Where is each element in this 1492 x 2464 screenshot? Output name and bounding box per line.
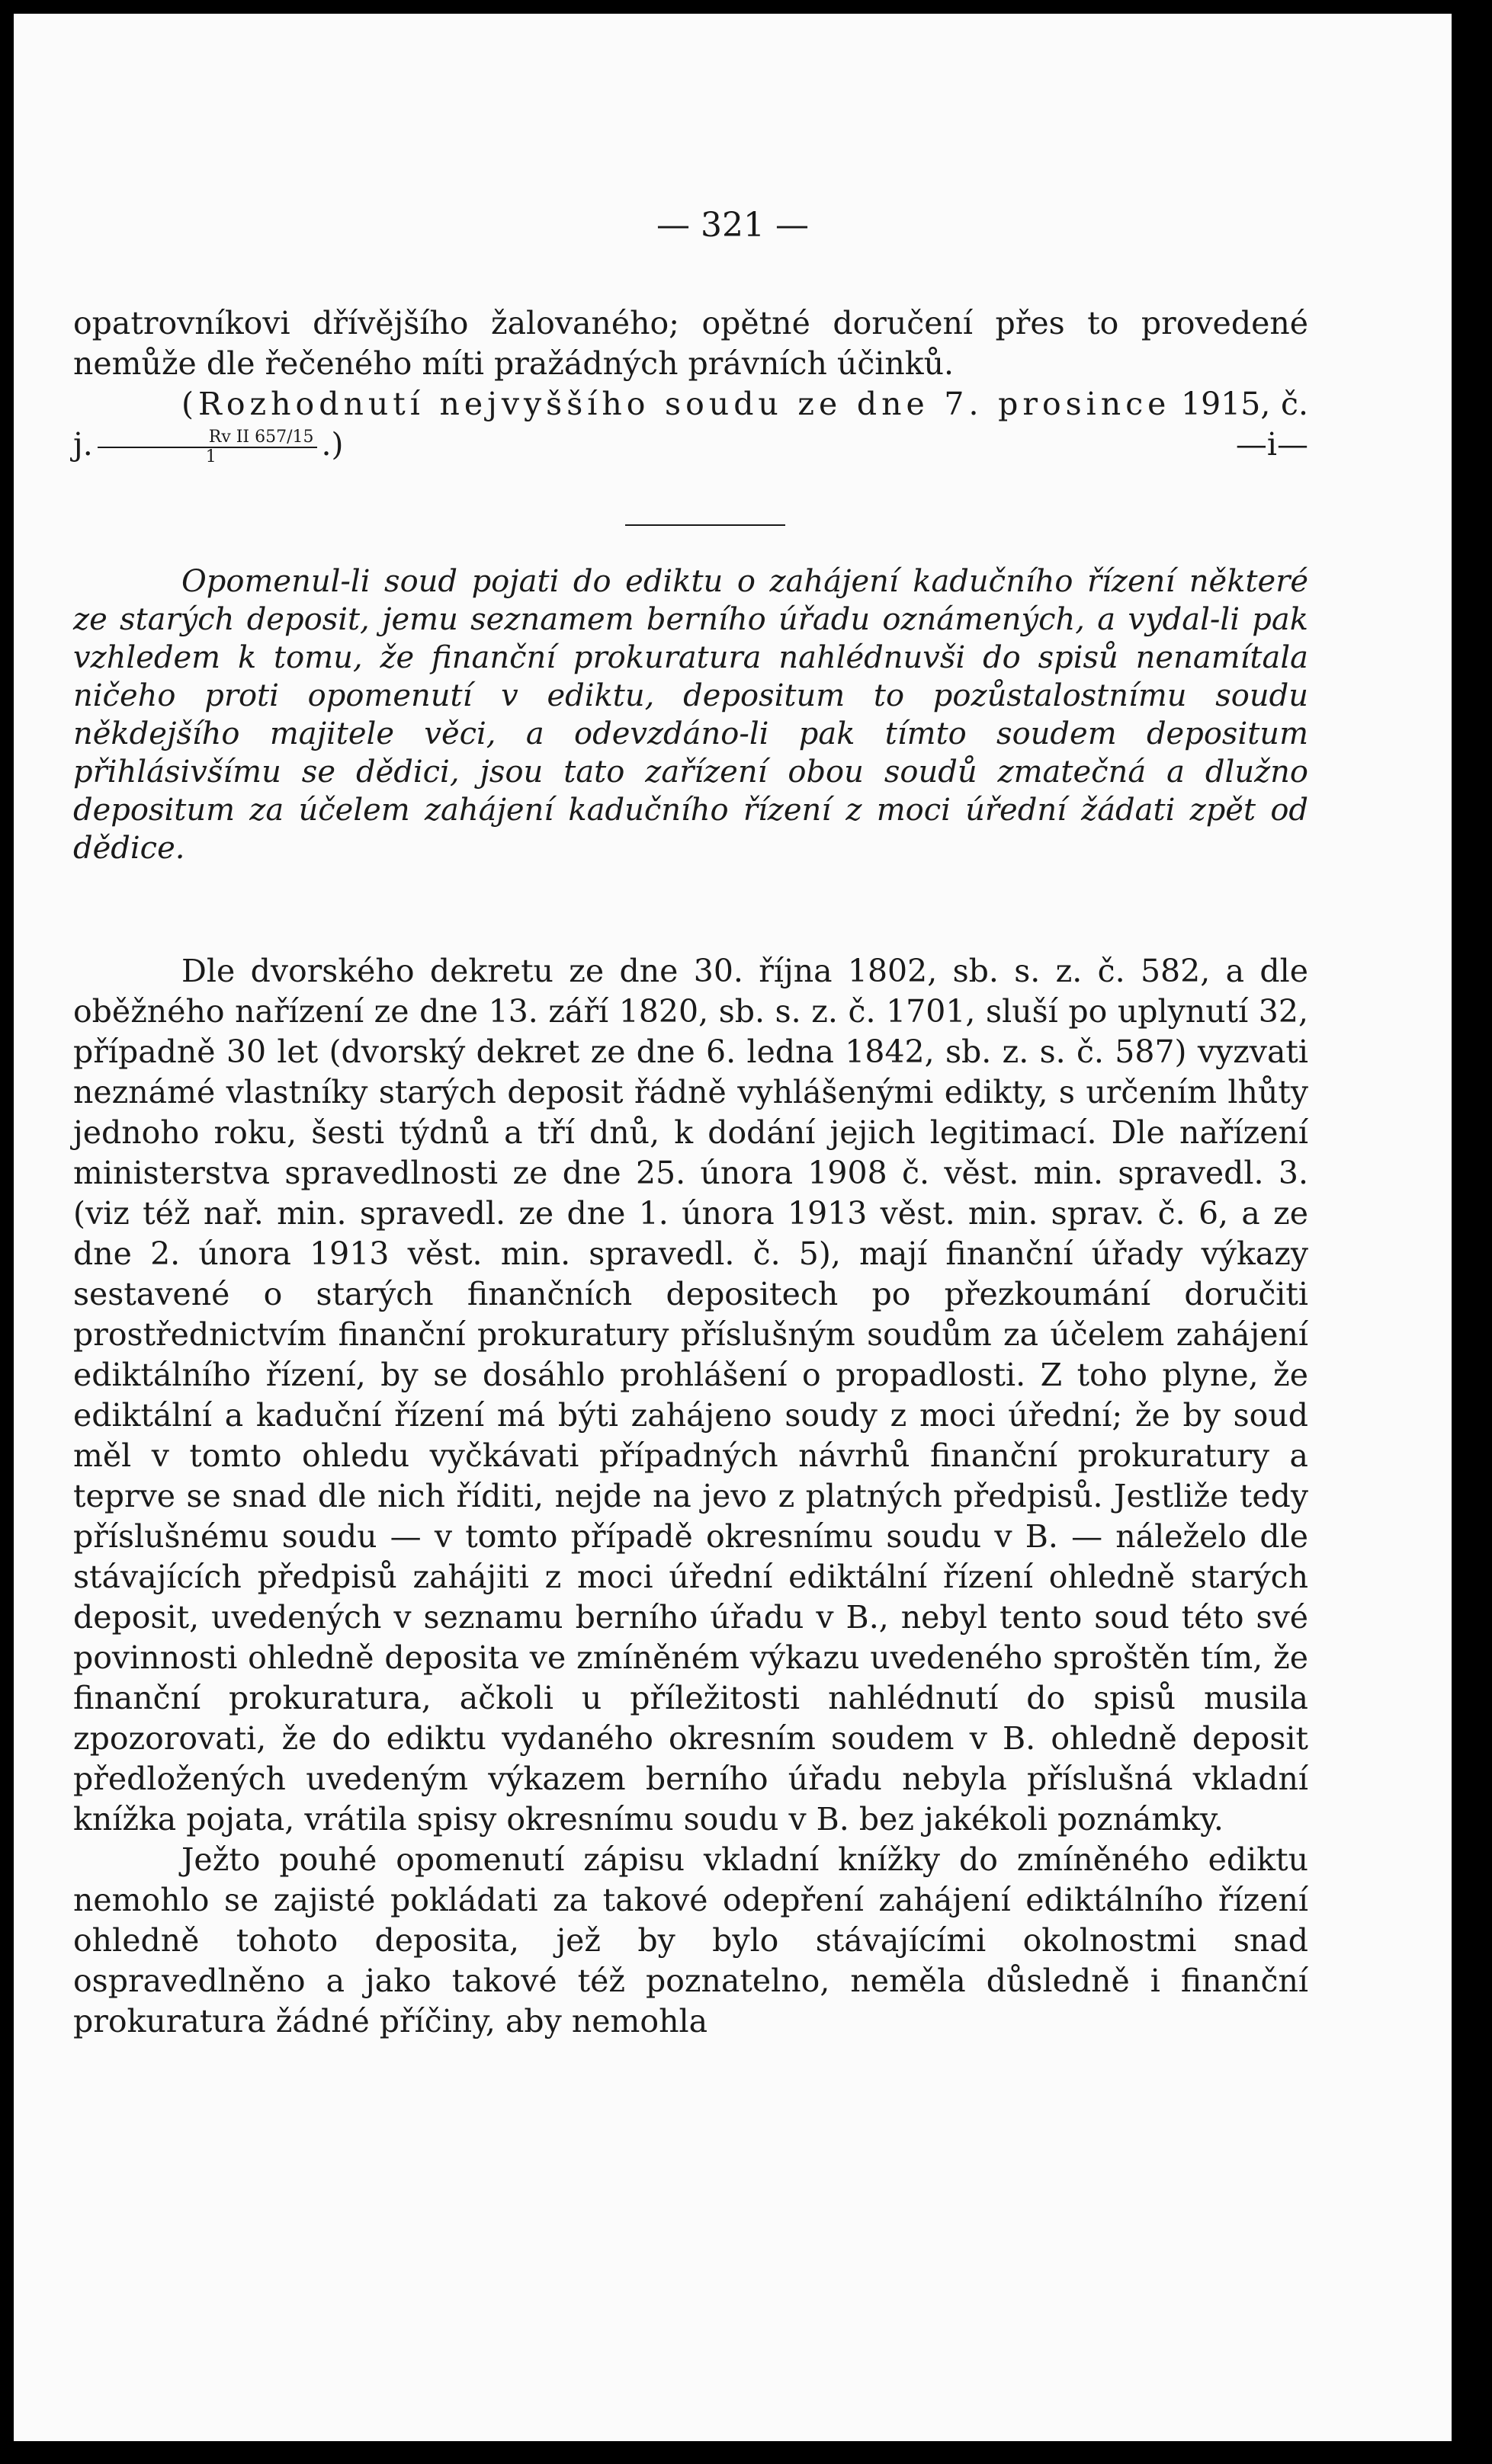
summary-block: [73, 562, 1308, 867]
citation-label: (Rozhodnutí nejvyššího soudu ze dne 7. prosince: [181, 386, 1171, 422]
author-initial: —i—: [1235, 426, 1308, 463]
header-paragraph: [73, 303, 1308, 466]
citation-date: 1915, č. j.: [73, 386, 1308, 463]
citation-close: .): [321, 426, 344, 463]
header-text: opatrovníkovi dřívějšího žalovaného; opětné doručení přes to provedené nemůže dle řečeného míti pražádných právních účinků.: [73, 305, 1308, 382]
section-divider: [625, 524, 785, 526]
body-paragraph-2: Ježto pouhé opomenutí zápisu vkladní knížky do zmíněného ediktu nemohlo se zajisté pokládati za takové odepření zahájení ediktálního řízení ohledně tohoto deposita, jež by bylo stávajícími okolnostmi snad ospravedlněno a jako takové též poznatelno, neměla důsledně i finanční prokuratura žádné příčiny, aby nemohla: [73, 1841, 1308, 2039]
scanned-page: [14, 14, 1452, 2441]
case-reference: [98, 428, 317, 466]
summary-text: Opomenul-li soud pojati do ediktu o zahájení kadučního řízení některé ze starých deposit, jemu seznamem berního úřadu oznámených, a vydal-li pak vzhledem k tomu, že finanční prokuratura nahlédnuvši do spisů nenamítala ničeho proti opomenutí v ediktu, depositum to pozůstalostnímu soudu někdejšího majitele věci, a odevzdáno-li pak tímto soudem depositum přihlásivšímu se dědici, jsou tato zařízení obou soudů zmatečná a dlužno depositum za účelem zahájení kadučního řízení z moci úřední žádati zpět od dědice.: [73, 564, 1308, 866]
citation-line: [73, 384, 1308, 466]
case-reference-top: Rv II 657/15: [98, 428, 317, 448]
main-body: [73, 951, 1308, 2042]
case-reference-bottom: 1: [205, 447, 217, 466]
page-number: — 321 —: [656, 206, 809, 245]
body-paragraph-1: Dle dvorského dekretu ze dne 30. října 1802, sb. s. z. č. 582, a dle oběžného nařízení ze dne 13. září 1820, sb. s. z. č. 1701, sluší po uplynutí 32, případně 30 let (dvorský dekret ze dne 6. ledna 1842, sb. z. s. č. 587) vyzvati neznámé vlastníky starých deposit řádně vyhlášenými edikty, s určením lhůty jednoho roku, šesti týdnů a tří dnů, k dodání jejich legitimací. Dle nařízení ministerstva spravedlnosti ze dne 25. února 1908 č. věst. min. spravedl. 3. (viz též nař. min. spravedl. ze dne 1. února 1913 věst. min. sprav. č. 6, a ze dne 2. února 1913 věst. min. spravedl. č. 5), mají finanční úřady výkazy sestavené o starých finančních depositech po přezkoumání doručiti prostřednictvím finanční prokuratury příslušným soudům za účelem zahájení ediktálního řízení, by se dosáhlo prohlášení o propadlosti. Z toho plyne, že ediktální a kaduční řízení má býti zahájeno soudy z moci úřední; že by soud měl v tomto ohledu vyčkávati případných návrhů finanční prokuratury a teprve se snad dle nich říditi, nejde na jevo z platných předpisů. Jestliže tedy příslušnému soudu — v tomto případě okresnímu soudu v B. — náleželo dle stávajících předpisů zahájiti z moci úřední ediktální řízení ohledně starých deposit, uvedených v seznamu berního úřadu v B., nebyl tento soud této své povinnosti ohledně deposita ve zmíněném výkazu uvedeného sproštěn tím, že finanční prokuratura, ačkoli u příležitosti nahlédnutí do spisů musila zpozorovati, že do ediktu vydaného okresním soudem v B. ohledně deposit předložených uvedeným výkazem berního úřadu nebyla příslušná vkladní knížka pojata, vrátila spisy okresnímu soudu v B. bez jakékoli poznámky.: [73, 953, 1308, 1838]
